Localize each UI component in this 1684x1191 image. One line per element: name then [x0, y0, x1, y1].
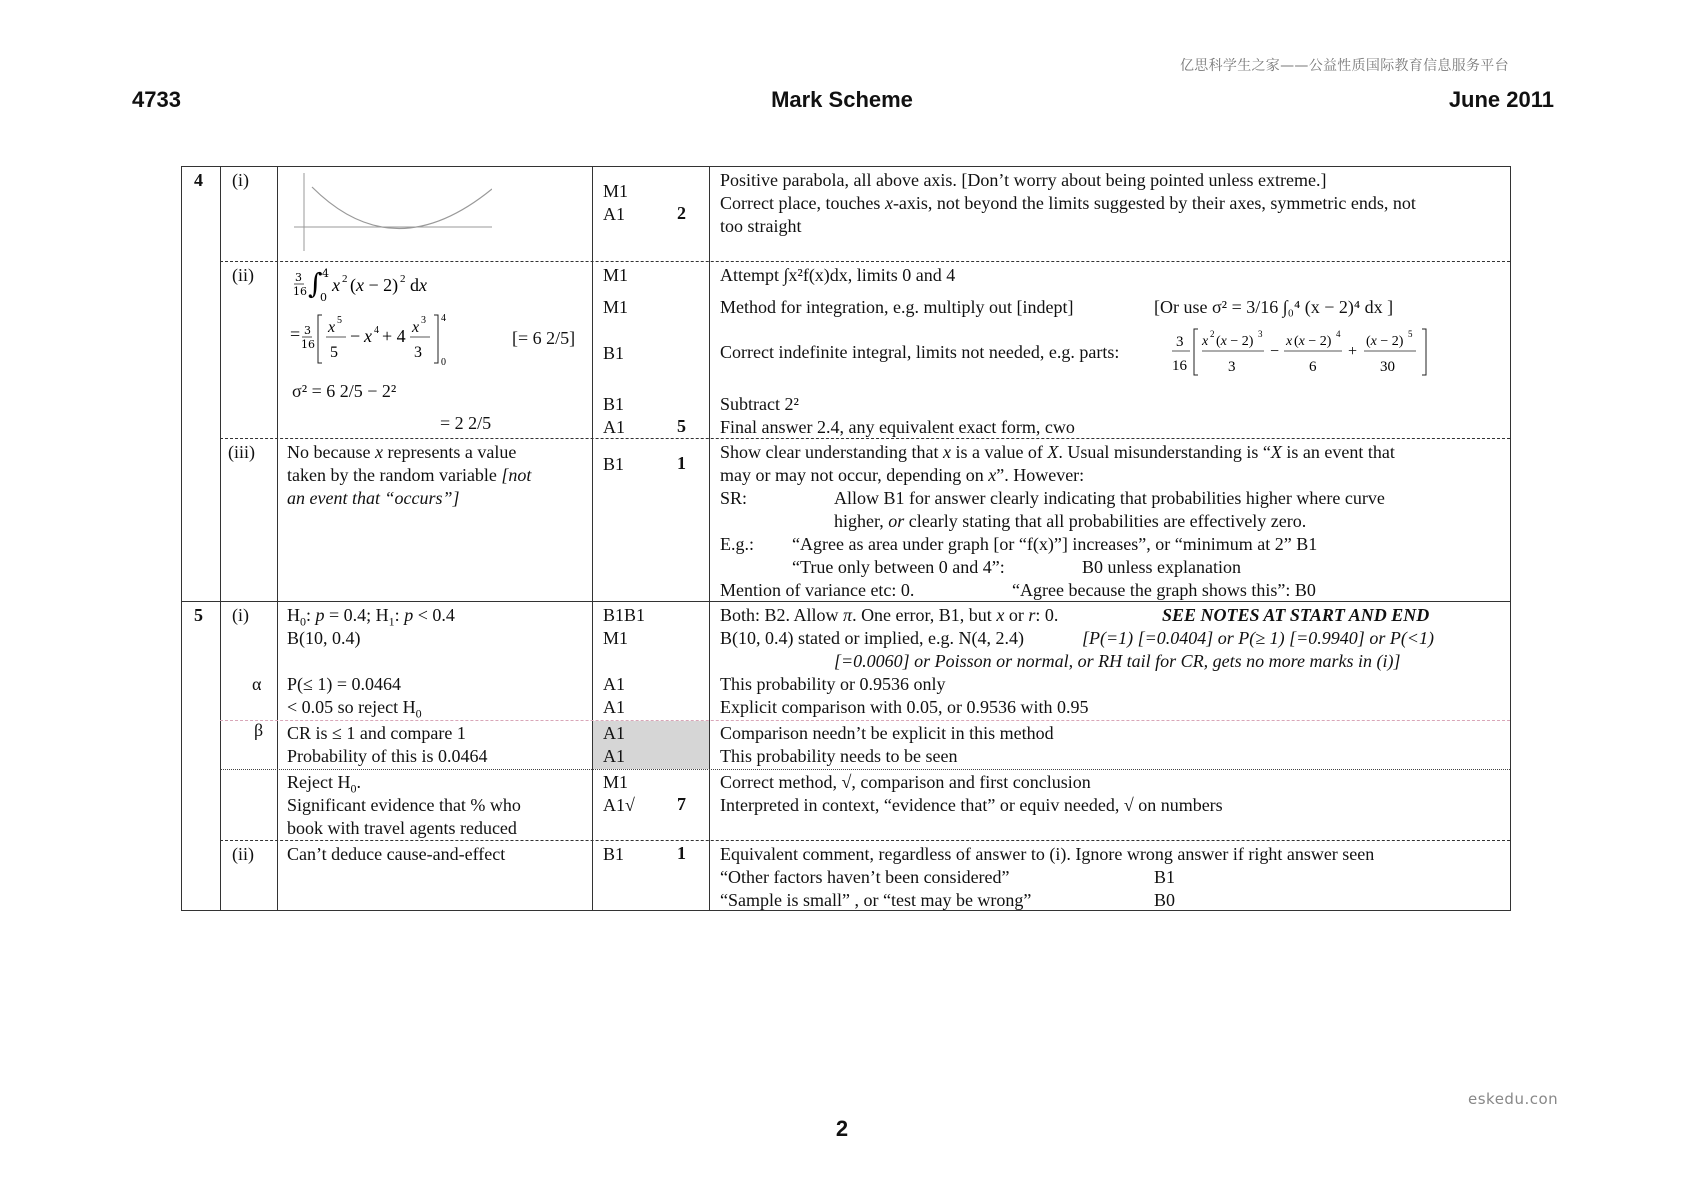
svg-text:+ 4: + 4 [382, 326, 406, 346]
svg-text:+: + [1348, 343, 1358, 360]
svg-text:∫: ∫ [308, 267, 323, 300]
mark-code: A1 [603, 204, 625, 224]
parts-formula [1172, 325, 1472, 386]
part-label: (iii) [228, 442, 255, 462]
answer-text: P(≤ 1) = 0.0464 [287, 674, 402, 694]
mark-code: B1 [603, 844, 625, 864]
guidance-note: too straight [720, 216, 802, 236]
svg-text:x: x [1202, 334, 1209, 349]
svg-text:2: 2 [342, 273, 348, 285]
guidance-note: [=0.0060] or Poisson or normal, or RH tail for CR, gets no more marks in (i)] [834, 651, 1401, 671]
guidance-note: Attempt ∫x²f(x)dx, limits 0 and 4 [720, 265, 956, 285]
exam-date: June 2011 [1448, 87, 1554, 112]
svg-text:(x − 2): (x − 2) [1294, 334, 1332, 349]
row-divider [220, 261, 1510, 262]
svg-text:5: 5 [1408, 329, 1413, 339]
svg-text:2: 2 [1210, 329, 1215, 339]
answer-text: taken by the random variable [not [287, 465, 532, 485]
svg-text:dx: dx [410, 275, 427, 295]
svg-text:16: 16 [1172, 358, 1187, 374]
paper-code: 4733 [132, 87, 181, 112]
svg-text:x: x [364, 326, 372, 346]
row-divider [220, 769, 1510, 770]
guidance-note: Allow B1 for answer clearly indicating that probabilities higher where curve [834, 488, 1385, 508]
svg-text:16: 16 [293, 285, 307, 298]
guidance-note: Equivalent comment, regardless of answer to (i). Ignore wrong answer if right answer seen [720, 844, 1375, 864]
svg-text:0: 0 [320, 291, 327, 304]
mark-total: 2 [677, 203, 686, 223]
mark-code: M1 [603, 265, 629, 285]
guidance-note: higher, or clearly stating that all probabilities are effectively zero. [834, 511, 1307, 531]
guidance-note: Comparison needn’t be explicit in this method [720, 723, 1054, 743]
guidance-note: Correct method, √, comparison and first conclusion [720, 772, 1091, 792]
method-beta-label: β [254, 720, 264, 740]
question-number: 5 [194, 605, 203, 625]
mark-total: 5 [677, 416, 686, 436]
guidance-note: “Other factors haven’t been considered” [720, 867, 1010, 887]
svg-text:(x − 2): (x − 2) [1216, 334, 1254, 349]
guidance-note: may or may not occur, depending on x”. However: [720, 465, 1085, 485]
part-label: (ii) [232, 844, 254, 864]
guidance-note: Interpreted in context, “evidence that” or equiv needed, √ on numbers [720, 795, 1223, 815]
svg-text:5: 5 [337, 315, 342, 326]
svg-text:3: 3 [1228, 359, 1236, 375]
svg-text:5: 5 [330, 344, 338, 361]
mark-code: B1 [603, 394, 625, 414]
mark-code: A1 [603, 746, 625, 766]
svg-text:x: x [328, 319, 336, 336]
svg-text:3: 3 [1176, 334, 1184, 350]
svg-text:x: x [412, 319, 420, 336]
guidance-note: SEE NOTES AT START AND END [1162, 605, 1430, 625]
svg-text:4: 4 [441, 313, 446, 324]
page-number: 2 [835, 1116, 849, 1141]
part-label: (ii) [232, 265, 254, 285]
svg-text:3: 3 [414, 344, 422, 361]
guidance-note: B0 [1154, 890, 1176, 910]
svg-text:6: 6 [1309, 359, 1317, 375]
answer-text: No because x represents a value [287, 442, 517, 462]
method-alpha-label: α [252, 674, 262, 694]
guidance-note: [Or use σ² = 3/16 ∫₀⁴ (x − 2)⁴ dx ] [1154, 297, 1394, 317]
guidance-note: Subtract 2² [720, 394, 799, 414]
svg-text:(x − 2): (x − 2) [1366, 334, 1404, 349]
svg-text:3: 3 [304, 324, 311, 337]
guidance-note: Show clear understanding that x is a value of X. Usual misunderstanding is “X is an event that [720, 442, 1395, 462]
answer-text: Can’t deduce cause-and-effect [287, 844, 506, 864]
page-title: Mark Scheme [771, 87, 913, 112]
svg-text:x: x [1286, 334, 1293, 349]
svg-text:16: 16 [301, 338, 315, 351]
mark-code: A1√ [603, 795, 635, 815]
guidance-note: Explicit comparison with 0.05, or 0.9536 with 0.95 [720, 697, 1089, 717]
svg-text:−: − [1270, 343, 1280, 360]
svg-text:=: = [290, 324, 301, 344]
guidance-note: Correct indefinite integral, limits not needed, e.g. parts: [720, 342, 1120, 362]
svg-text:(x − 2): (x − 2) [350, 275, 399, 295]
column-divider [277, 167, 278, 910]
svg-text:3: 3 [295, 271, 302, 284]
svg-text:x: x [332, 275, 340, 295]
guidance-note: “Agree as area under graph [or “f(x)”] increases”, or “minimum at 2” B1 [792, 534, 1318, 554]
answer-text: B(10, 0.4) [287, 628, 361, 648]
guidance-note: Method for integration, e.g. multiply out [indept] [720, 297, 1074, 317]
guidance-note: Final answer 2.4, any equivalent exact form, cwo [720, 417, 1075, 437]
answer-text: < 0.05 so reject $H_0$ [287, 697, 422, 721]
question-number: 4 [194, 170, 203, 190]
variance-line: σ² = 6 2/5 − 2² [292, 381, 397, 401]
svg-text:0: 0 [441, 357, 446, 368]
svg-text:4: 4 [322, 267, 329, 280]
row-divider [220, 840, 1510, 841]
guidance-note: “Sample is small” , or “test may be wrong” [720, 890, 1032, 910]
guidance-note: B0 unless explanation [1082, 557, 1241, 577]
svg-text:4: 4 [374, 325, 379, 336]
footer-watermark: eskedu.con [1468, 1090, 1559, 1108]
answer-text: CR is ≤ 1 and compare 1 [287, 723, 466, 743]
mark-code: M1 [603, 297, 629, 317]
mark-code: A1 [603, 417, 625, 437]
part-label: (i) [232, 170, 249, 190]
answer-text: Probability of this is 0.0464 [287, 746, 488, 766]
svg-text:2: 2 [400, 273, 406, 285]
mark-code: B1B1 [603, 605, 646, 625]
guidance-note: Mention of variance etc: 0. [720, 580, 915, 600]
answer-text: book with travel agents reduced [287, 818, 517, 838]
svg-text:−: − [350, 326, 361, 346]
parabola-sketch [292, 171, 492, 255]
column-divider [709, 167, 710, 910]
mark-total: 1 [677, 453, 686, 473]
variance-answer: = 2 2/5 [440, 413, 492, 433]
mark-code: M1 [603, 181, 629, 201]
antiderivative-formula [290, 307, 490, 374]
mark-code: M1 [603, 772, 629, 792]
guidance-note: “True only between 0 and 4”: [792, 557, 1005, 577]
mark-code: B1 [603, 343, 625, 363]
mark-code: B1 [603, 454, 625, 474]
mark-code: A1 [603, 697, 625, 717]
guidance-note: “Agree because the graph shows this”: B0 [1012, 580, 1316, 600]
integral-formula [292, 267, 462, 310]
svg-text:3: 3 [1258, 329, 1263, 339]
mark-scheme-table [181, 166, 1511, 911]
intermediate-value: [= 6 2/5] [512, 328, 576, 348]
guidance-note: [P(=1) [=0.0404] or P(≥ 1) [=0.9940] or P(<1) [1082, 628, 1434, 648]
column-divider [592, 167, 593, 910]
mark-code: A1 [603, 674, 625, 694]
guidance-note: E.g.: [720, 534, 754, 554]
mark-total: 1 [677, 843, 686, 863]
guidance-note: Correct place, touches x-axis, not beyond the limits suggested by their axes, symmetric ends, not [720, 193, 1416, 213]
answer-text: Reject $H_0$. [287, 772, 361, 796]
answer-text: $H_0$: p = 0.4; $H_1$: p < 0.4 [287, 605, 455, 629]
svg-text:30: 30 [1380, 359, 1395, 375]
answer-text: an event that “occurs”] [287, 488, 460, 508]
guidance-note: This probability needs to be seen [720, 746, 958, 766]
guidance-note: B(10, 0.4) stated or implied, e.g. N(4, 2.4) [720, 628, 1024, 648]
mark-total: 7 [677, 794, 686, 814]
part-label: (i) [232, 605, 249, 625]
guidance-note: B1 [1154, 867, 1176, 887]
column-divider [220, 167, 221, 910]
guidance-note: SR: [720, 488, 748, 508]
mark-code: M1 [603, 628, 629, 648]
mark-code: A1 [603, 723, 625, 743]
answer-text: Significant evidence that % who [287, 795, 521, 815]
guidance-note: Positive parabola, all above axis. [Don’t worry about being pointed unless extreme.] [720, 170, 1327, 190]
svg-text:3: 3 [421, 315, 426, 326]
watermark-text: 亿思科学生之家——公益性质国际教育信息服务平台 [1180, 58, 1509, 74]
guidance-note: Both: B2. Allow π. One error, B1, but x or r: 0. [720, 605, 1059, 625]
guidance-note: This probability or 0.9536 only [720, 674, 946, 694]
svg-text:4: 4 [1336, 329, 1341, 339]
